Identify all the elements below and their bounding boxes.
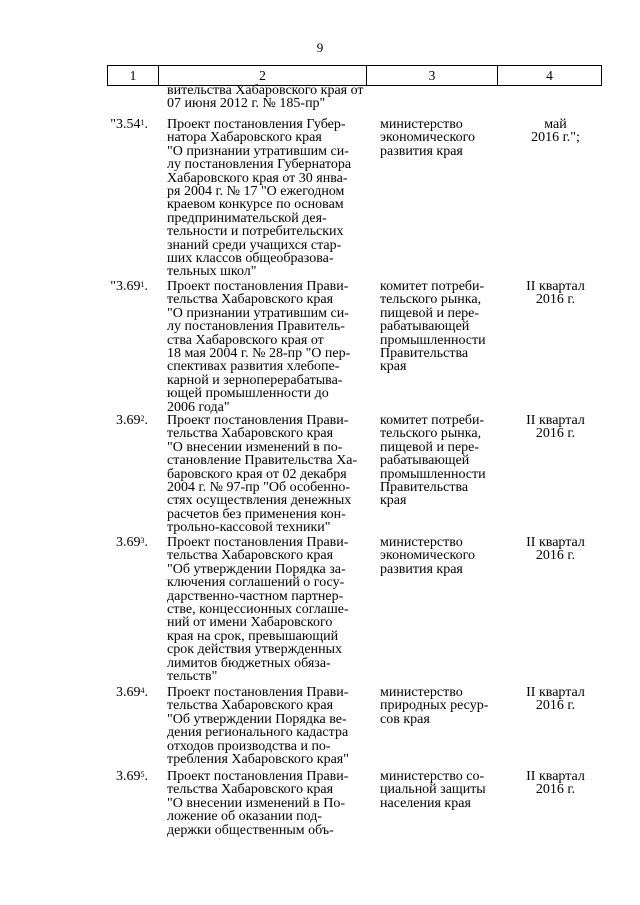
responsible-executor: министерство экономического развития края: [380, 535, 475, 577]
item-number: 3.69$^4$.: [116, 685, 148, 700]
deadline: II квартал 2016 г.: [526, 413, 585, 442]
item-number: "3.54$^1$.: [110, 117, 148, 132]
responsible-executor: комитет потреби- тельского рынка, пищевой и пере- рабатывающей промышленности Правительства края: [380, 413, 486, 509]
item-number: 3.69$^3$.: [116, 535, 148, 550]
deadline: II квартал 2016 г.: [526, 769, 585, 798]
document-title: Проект постановления Прави- тельства Хабаровского края "Об утверждении Порядка за- ключения соглашений о госу- дарственно-частном партнер- стве, концессионных соглаше- ний от имени Хабаровского края на срок, превышающий срок действия утвержденных лимитов бюджетных обяза- тельств": [167, 535, 349, 685]
column-header-2: 2: [159, 66, 367, 86]
document-title: Проект постановления Прави- тельства Хабаровского края "Об утверждении Порядка ве- дения регионального кадастра отходов производства и по- требления Хабаровского края": [167, 685, 349, 768]
item-number: 3.69$^5$.: [116, 769, 148, 784]
column-header-1: 1: [108, 66, 159, 86]
item-number: 3.69$^2$.: [116, 413, 148, 428]
plan-rows: [0, 83, 640, 838]
document-title: Проект постановления Прави- тельства Хабаровского края "О внесении изменений в По- ложение об оказании под- держки общественным объ-: [167, 769, 349, 838]
deadline: май 2016 г.";: [531, 117, 580, 146]
continuation-row: [0, 84, 640, 114]
document-title: Проект постановления Прави- тельства Хабаровского края "О внесении изменений в по- становление Правительства Ха- баровского края от 02 декабря 2004 г. № 97-пр "Об особенно- стях осуществления денежных расчетов без применения кон- трольно-кассовой техники": [167, 413, 358, 536]
page-number: 9: [316, 40, 324, 55]
deadline: II квартал 2016 г.: [526, 279, 585, 308]
item-number: "3.69$^1$.: [110, 279, 148, 294]
deadline: II квартал 2016 г.: [526, 685, 585, 714]
document-title: Проект постановления Губер- натора Хабаровского края "О признании утратившим си- лу постановления Губернатора Хабаровского края от 30 янва- ря 2004 г. № 17 "О ежегодном краевом конкурсе по основам предпринимательской дея- тельности и потребительских знаний среди учащихся стар- ших классов общеобразова- тельных школ": [167, 117, 352, 280]
deadline: II квартал 2016 г.: [526, 535, 585, 564]
responsible-executor: министерство природных ресур- сов края: [380, 685, 489, 727]
column-header-4: 4: [498, 66, 602, 86]
responsible-executor: министерство со- циальной защиты населения края: [380, 769, 486, 811]
continuation-text: вительства Хабаровского края от 07 июня 2012 г. № 185-пр": [167, 83, 364, 112]
column-header-3: 3: [367, 66, 498, 86]
document-title: Проект постановления Прави- тельства Хабаровского края "О признании утратившим си- лу постановления Правитель- ства Хабаровского края от 18 мая 2004 г. № 28-пр "О пер- спективах развития хлебопе- карной и зерноперерабатыва- ющей промышленности до 2006 года": [167, 279, 351, 415]
responsible-executor: комитет потреби- тельского рынка, пищевой и пере- рабатывающей промышленности Правительства края: [380, 279, 486, 375]
responsible-executor: министерство экономического развития края: [380, 117, 475, 159]
